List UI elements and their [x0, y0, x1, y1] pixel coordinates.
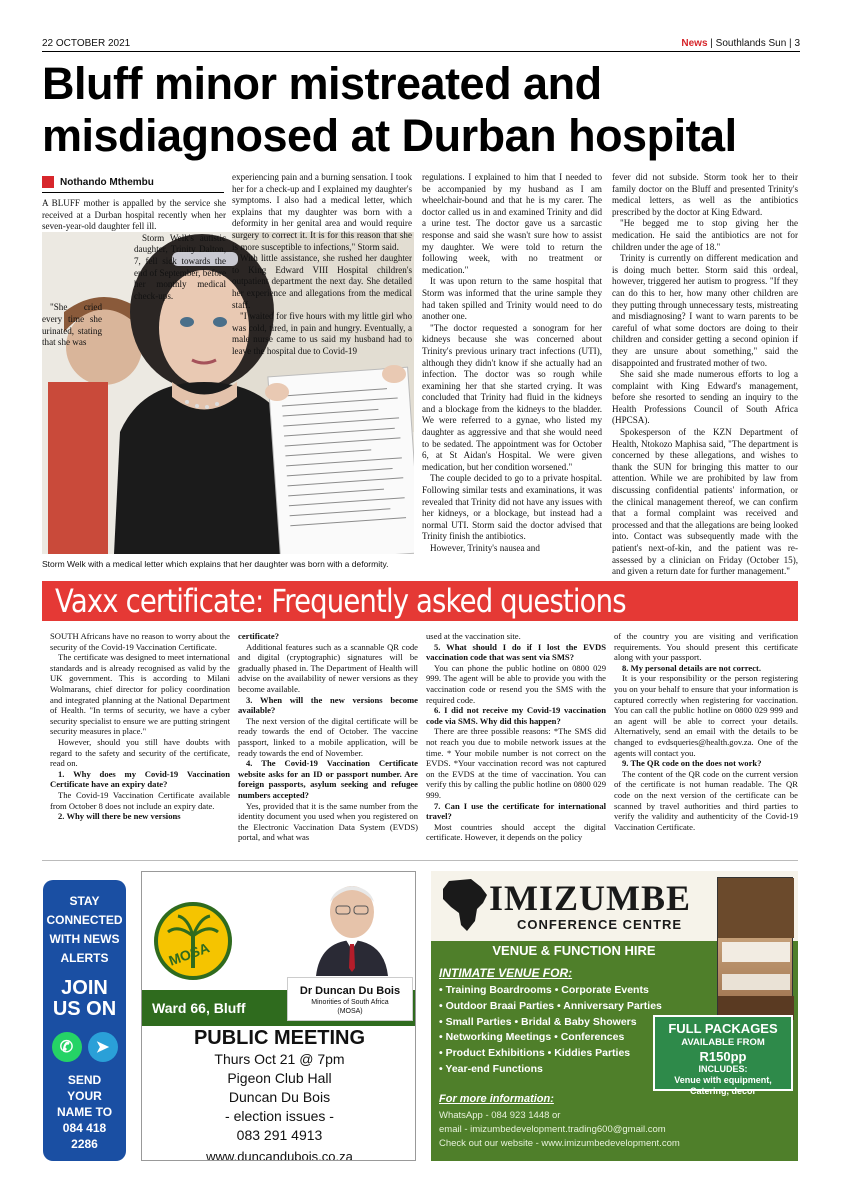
article-column-3: [422, 172, 602, 555]
whatsapp-icon: ✆: [52, 1032, 82, 1062]
ad-line: [43, 892, 126, 968]
vax-column-1: [50, 631, 230, 822]
list-item: • Small Parties • Bridal & Baby Showers: [439, 1015, 637, 1028]
article-paragraph: "I waited for five hours with my little girl who was cold, tired, in pain and hungry. Eventually, a male nurse came to us said my husband had to leave the hospital due to Covid-19: [232, 311, 412, 356]
article-paragraph: regulations. I explained to him that I needed to be accompanied by my husband as I am wheelchair-bound and that he is my carer. The doctor called us in and examined Trinity and did a urine test. The doctor gave us a sarcastic response and said she wasn't sure how to assist my daughter. We were told to return the following week, with no treatment or medication.": [422, 172, 602, 275]
meeting-topic: - election issues -: [225, 1108, 334, 1124]
packages-include-2: Catering, decor: [689, 1086, 756, 1096]
faq-question: 1. Why does my Covid-19 Vaccination Certificate have an expiry date?: [50, 768, 230, 790]
telegram-icon: ➤: [88, 1032, 118, 1062]
publication-name: | Southlands Sun | 3: [710, 38, 800, 49]
venue-interior-illustration: [718, 878, 794, 1020]
ad-text: JOIN: [61, 977, 108, 999]
article-paragraph: "He begged me to stop giving her the medication. He said the antibiotics are not for children under the age of 18.": [612, 218, 798, 252]
event-list: [439, 983, 669, 1078]
sms-alerts-ad[interactable]: [43, 880, 126, 1161]
intimate-venue-heading: INTIMATE VENUE FOR:: [439, 966, 573, 980]
faq-paragraph: The next version of the digital certificate will be ready towards the end of October. The vaccine passport, linked to a mobile application, will be ready towards the end of November.: [238, 715, 418, 758]
faq-question: 9. The QR code on the does not work?: [622, 758, 762, 769]
email-contact[interactable]: email - imizumbedevelopment.trading600@gmail.com: [439, 1124, 666, 1135]
imizumbe-venue-ad[interactable]: [431, 871, 798, 1161]
faq-paragraph: The Covid-19 Vaccination Certificate available from October 8 does not include an expiry date.: [50, 789, 230, 811]
section-divider: [42, 860, 798, 861]
faq-paragraph: Yes, provided that it is the same number from the identity document you used when you registered on the Electronic Vaccination Data System (EVDS) portal, and what was: [238, 800, 418, 843]
ad-text: YOUR: [67, 1089, 102, 1103]
byline-marker: [42, 176, 54, 188]
packages-box: [653, 1015, 793, 1096]
party-abbr: (MOSA): [337, 1008, 363, 1015]
meeting-phone: 083 291 4913: [236, 1127, 323, 1143]
meeting-when: Thurs Oct 21 @ 7pm: [214, 1051, 345, 1067]
mosa-logo: [154, 902, 232, 980]
article-column-2: [232, 172, 412, 358]
article-headline: Bluff minor mistreated and misdiagnosed at Durban hospital: [42, 58, 737, 161]
article-paragraph: fever did not subside. Storm took her to their family doctor on the Bluff and presented Trinity's medical letters, as well as the antibiotics prescribed by the doctor at King Edward.: [612, 172, 798, 217]
list-item: • Networking Meetings • Conferences: [439, 1031, 625, 1044]
article-paragraph: She said she made numerous efforts to log a complaint with King Edward's management, before she resorted to sending an inquiry to the Health Professions Council of South Africa (HPCSA).: [612, 369, 798, 426]
ad-text: SEND: [67, 1073, 102, 1087]
ad-line: [43, 978, 126, 1020]
page-header-right: [681, 38, 800, 49]
ward-label: Ward 66, Bluff: [152, 1000, 246, 1016]
whatsapp-contact[interactable]: WhatsApp - 084 923 1448 or: [439, 1110, 561, 1121]
packages-include-1: Venue with equipment,: [674, 1075, 772, 1085]
meeting-details: [142, 1026, 416, 1161]
article-paragraph: It was upon return to the same hospital that Storm was informed that the urine sample they had taken spilled and Trinity would need to do another one.: [422, 276, 602, 322]
ad-text: 084 418: [62, 1121, 107, 1135]
list-item: • Product Exhibitions • Kiddies Parties: [439, 1047, 631, 1060]
contact-details: [439, 1109, 680, 1151]
faq-question: 7. Can I use the certificate for international travel?: [426, 800, 606, 822]
faq-paragraph: There are three possible reasons: *The SMS did not reach you due to mobile network issues at the time. * Your mobile number is not correct on the EVDS. *Your vaccination record was not captured on the EVDS at the time of vaccination. You can verify this by calling the public hotline on 0800 029 999.: [426, 726, 606, 800]
faq-paragraph: You can phone the public hotline on 0800 029 999. The agent will be able to provide you with the vaccination code or resend you the SMS with the required code.: [426, 662, 606, 705]
faq-paragraph: SOUTH Africans have no reason to worry about the security of the Covid-19 Vaccination Certificate.: [50, 631, 230, 652]
article-paragraph: "The doctor requested a sonogram for her kidneys because she was concerned about Trinity's previous urinary tract infections (UTI), although they didn't know if she actually had an infection. The doctor was so rough while examining her that she started crying. It was concluded that Trinity had fluid in the kidneys and a blockage from the kidneys to the bladder. We were referred to a gynae, who listed my daughter as aggressive and that she would need to be sedated. The appointment was for October 6, at St Aidan's Hospital. We were given medication, but her condition worsened.": [422, 322, 602, 472]
byline-rule: [42, 192, 224, 193]
faq-paragraph: of the country you are visiting and verification requirements. You should present this certificate along with your passport.: [614, 631, 798, 663]
faq-question: 8. My personal details are not correct.: [622, 662, 762, 673]
party-name: Minorities of South Africa: [311, 999, 389, 1006]
issue-date: 22 OCTOBER 2021: [42, 38, 131, 49]
ad-line: [43, 1072, 126, 1152]
venue-name: IMIZUMBE: [489, 878, 692, 918]
article-column-1: [42, 198, 226, 349]
ad-text: CONNECTED: [46, 913, 123, 927]
ad-text: WITH NEWS: [49, 932, 120, 946]
ad-text: ALERTS: [60, 951, 109, 965]
packages-price: R150pp: [699, 1049, 747, 1064]
packages-includes: INCLUDES:: [698, 1064, 748, 1074]
section-name: News: [681, 38, 708, 49]
article-paragraph: Spokesperson of the KZN Department of Health, Ntokozo Maphisa said, "The department is concerned by these allegations, and wishes to thank the SUN for bringing this matter to our attention. While we are prohibited by law from discussing confidential patients' information, or the clinical management thereof, we can confirm that a formal complaint was received and processed and that the allegations are being looked into. Contact was subsequently made with the patient's next-of-kin, and the patient was re-assessed by a clinician on Friday (October 15), and given a return date for further management.": [612, 427, 798, 577]
vax-column-4: [614, 631, 798, 832]
ad-text: NAME TO: [56, 1105, 113, 1119]
portrait-illustration: [310, 878, 394, 976]
faq-question: 6. I did not receive my Covid-19 vaccination code via SMS. Why did this happen?: [426, 705, 606, 726]
faq-question: 4. The Covid-19 Vaccination Certificate website asks for an ID or passport number. Are foreign passports, asylum seeking and refugee numbers accepted?: [238, 758, 418, 800]
faq-question: 5. What should I do if I lost the EVDS vaccination code that was sent via SMS?: [426, 641, 606, 663]
header-rule: [42, 51, 800, 52]
faq-question: certificate?: [238, 631, 280, 641]
vax-title: Vaxx certificate: Frequently asked questions: [55, 582, 626, 620]
byline: [42, 174, 154, 190]
venue-hire-label: VENUE & FUNCTION HIRE: [492, 943, 656, 958]
venue-photo: [717, 877, 793, 1019]
faq-paragraph: The content of the QR code on the current version of the certificate is not human readable. The QR code on the next version of the certificate can be scanned by travel authorities and third parties to verify the validity and authenticity of the Covid-19 Vaccination Certificate.: [614, 768, 798, 832]
candidate-name: Dr Duncan Du Bois: [299, 985, 401, 997]
faq-paragraph: used at the vaccination site.: [426, 631, 521, 641]
website-link[interactable]: Check out our website - www.imizumbedevelopment.com: [439, 1138, 680, 1149]
ad-text: STAY: [69, 894, 100, 908]
article-paragraph: Storm Welk's autistic daughter, Trinity Dalton, 7, fell sick towards the end of September, before her monthly medical check-ups.: [134, 232, 226, 301]
meeting-where: Pigeon Club Hall: [227, 1070, 332, 1086]
ad-text: 2286: [71, 1137, 98, 1151]
article-paragraph: The couple decided to go to a private hospital. Following similar tests and examinations, it was revealed that Trinity did not have any issues with her kidneys, or a blockage, but instead had a normal UTI. Storm said the doctor advised that Trinity finish the antibiotics.: [422, 473, 602, 542]
article-paragraph: "She cried every time she urinated, stating that she was: [42, 302, 102, 348]
website-link[interactable]: www.duncandubois.co.za: [206, 1149, 353, 1161]
list-item: • Year-end Functions: [439, 1062, 543, 1075]
faq-paragraph: However, should you still have doubts with regard to the safety and security of the certificate, read on.: [50, 736, 230, 769]
ad-text: US ON: [52, 998, 117, 1020]
faq-paragraph: The certificate was designed to meet international standards and is already recognised as valid by the UK government. This is according to Milani Wolmarans, chief director for policy coordination and integrated planning at the National Department of Health. "In terms of security, we have a cyber security specialist to ensure we are putting stringent security measures in place.": [50, 652, 230, 737]
africa-map-icon: [437, 877, 491, 933]
mosa-public-meeting-ad[interactable]: [141, 871, 416, 1161]
faq-paragraph: Additional features such as a scannable QR code and digital (cryptographic) signatures will be gradually phased in. The Department of Health will advise on the availability of newer versions as they become available.: [238, 641, 418, 694]
list-item: • Outdoor Braai Parties • Anniversary Parties: [439, 999, 662, 1012]
article-paragraph: Trinity is currently on different medication and is doing much better. Storm said this ordeal, however, triggered her autism to progress. "If they can do this to her, how many other children are they putting through unnecessary tests, mistreating and misdiagnosing? I want to warn parents to be careful of what some doctors are doing to their children and consider getting a second opinion if they are unsure about something," said the disappointed and frustrated mother of two.: [612, 253, 798, 368]
packages-from: AVAILABLE FROM: [681, 1037, 765, 1048]
candidate-card: [287, 977, 413, 1021]
article-paragraph: However, Trinity's nausea and: [430, 543, 540, 553]
meeting-title: PUBLIC MEETING: [193, 1027, 366, 1049]
article-column-4: [612, 172, 798, 578]
more-info-heading: For more information:: [439, 1093, 554, 1105]
article-paragraph: experiencing pain and a burning sensation. I took her for a check-up and I explained my daughter's symptoms. I also had a medical letter, which explains that my daughter was born with a deformity in her genital area and would require surgery to correct it. It is for this reason that she is more susceptible to infections," Storm said.: [232, 172, 412, 252]
vax-column-3: [426, 631, 606, 843]
list-item: • Training Boardrooms • Corporate Events: [439, 984, 649, 996]
article-paragraph: With little assistance, she rushed her daughter to King Edward VIII Hospital children's outpatient department the next day. She detailed her experience and allegations from the medical staff.: [232, 253, 412, 310]
candidate-photo: [310, 878, 394, 976]
faq-paragraph: It is your responsibility or the person registering you on your behalf to ensure that your information is captured correctly when registering for vaccination. You can call the public hotline on 0800 029 999 and an agent will be able to correct your details. Alternatively, send an email with the details to be changed to evdsqueries@health.gov.za. One of the agents will contact you.: [614, 673, 798, 758]
photo-caption: Storm Welk with a medical letter which explains that her daughter was born with a deformity.: [42, 559, 389, 569]
faq-paragraph: Most countries should accept the digital certificate. However, it depends on the policy: [426, 821, 606, 843]
byline-author: Nothando Mthembu: [60, 176, 154, 188]
palm-icon: [158, 906, 228, 976]
faq-question: 3. When will the new versions become available?: [238, 694, 418, 716]
logo-text: MOSA: [166, 939, 212, 969]
venue-subtitle: CONFERENCE CENTRE: [517, 917, 683, 932]
faq-question: 2. Why will there be new versions: [58, 811, 181, 822]
article-paragraph: A BLUFF mother is appalled by the service she received at a Durban hospital recently when her seven-year-old daughter fell ill.: [42, 198, 226, 232]
packages-title: FULL PACKAGES: [668, 1021, 778, 1036]
meeting-host: Duncan Du Bois: [228, 1089, 331, 1105]
vax-column-2: [238, 631, 418, 843]
ad-icons: [43, 1032, 126, 1062]
